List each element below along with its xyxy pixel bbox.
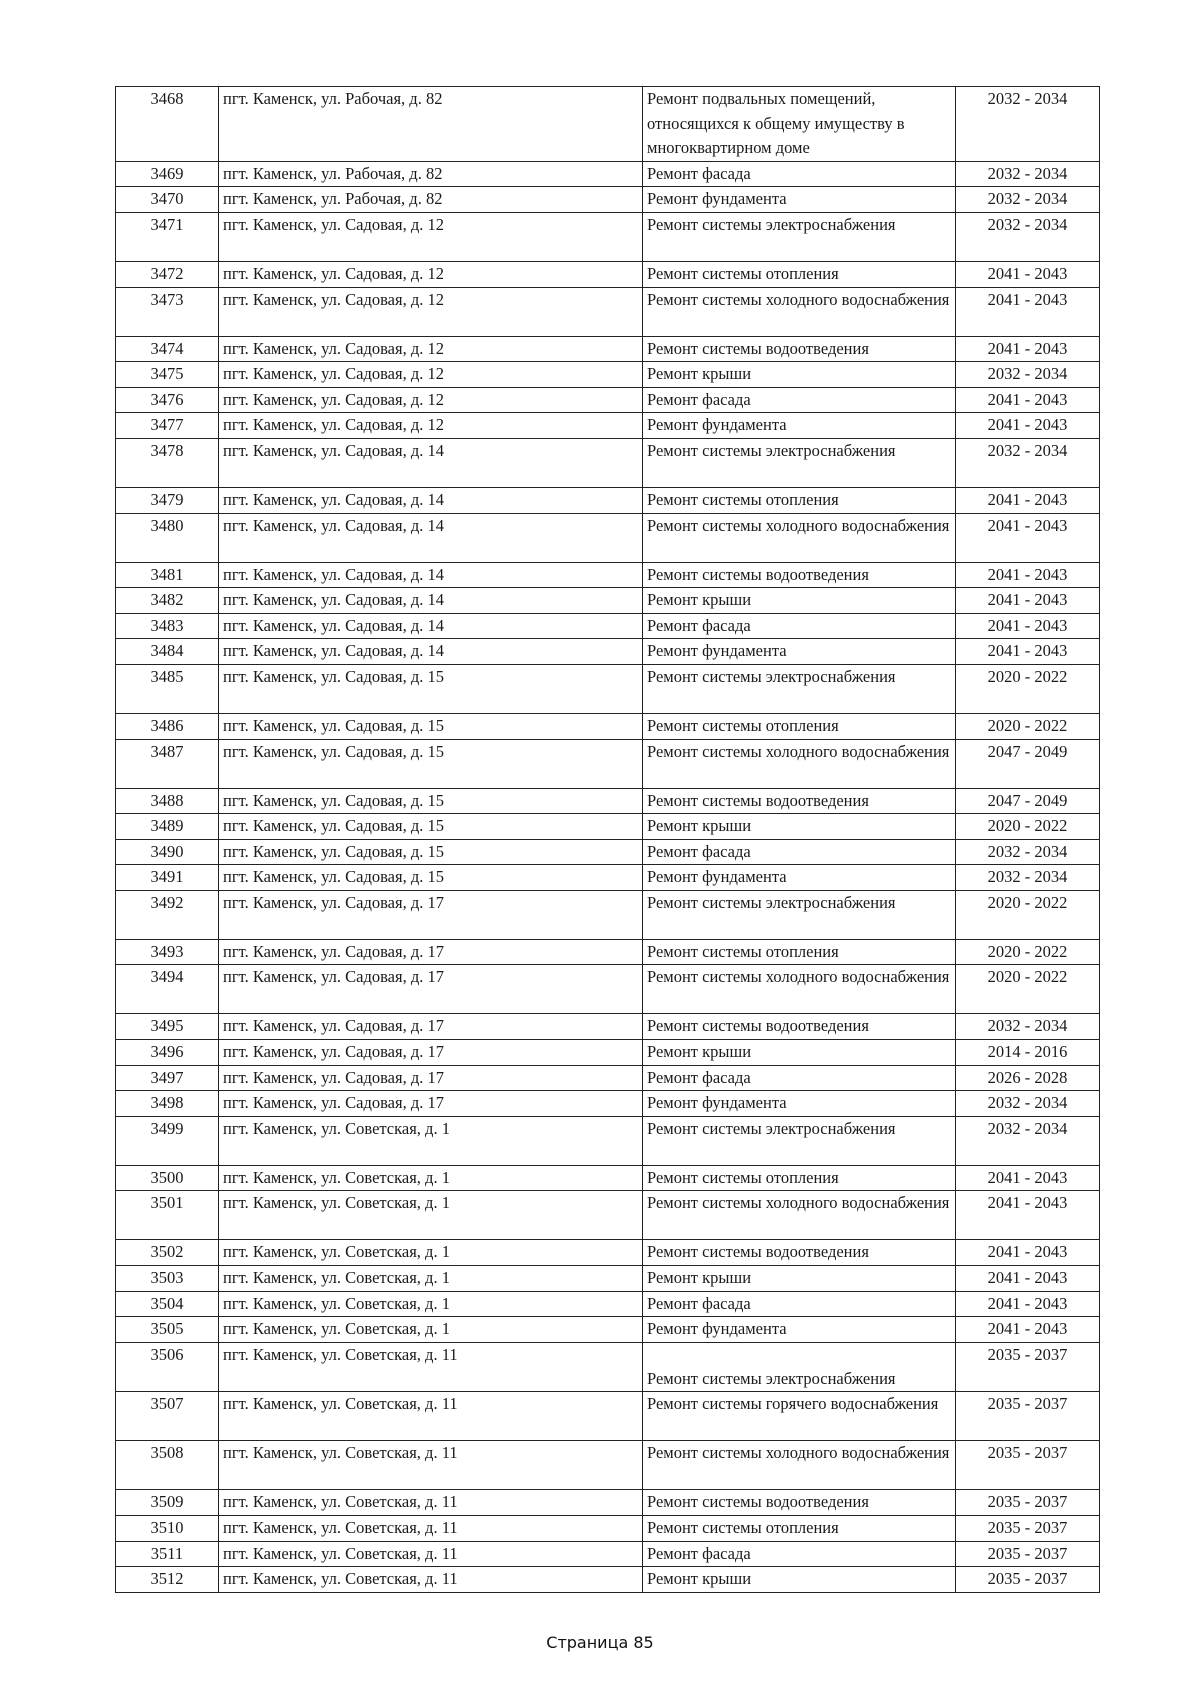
row-work-type: Ремонт системы отопления: [647, 489, 839, 509]
table-row: [116, 562, 1100, 588]
row-address: пгт. Каменск, ул. Советская, д. 11: [223, 1394, 458, 1414]
row-work-type: Ремонт крыши: [647, 590, 752, 610]
row-address: пгт. Каменск, ул. Садовая, д. 14: [223, 615, 444, 635]
row-period: 2032 - 2034: [987, 89, 1068, 108]
row-number: 3469: [150, 163, 184, 183]
table-row: [116, 1392, 1100, 1441]
row-work-type: Ремонт системы водоотведения: [647, 1242, 869, 1262]
row-address: пгт. Каменск, ул. Рабочая, д. 82: [223, 89, 443, 108]
row-work-type: Ремонт системы отопления: [647, 1518, 839, 1537]
table-row: [116, 639, 1100, 665]
row-address: пгт. Каменск, ул. Советская, д. 11: [223, 1344, 458, 1364]
row-number: 3511: [150, 1543, 184, 1563]
row-period: 2032 - 2034: [987, 867, 1068, 887]
row-number: 3489: [150, 816, 184, 836]
row-number: 3507: [150, 1394, 184, 1414]
row-work-type: Ремонт системы водоотведения: [647, 790, 869, 810]
row-address: пгт. Каменск, ул. Садовая, д. 14: [223, 564, 444, 584]
row-number: 3510: [150, 1518, 184, 1537]
row-address: пгт. Каменск, ул. Советская, д. 1: [223, 1193, 450, 1213]
row-work-type: Ремонт системы электроснабжения: [647, 1118, 896, 1138]
row-period: 2041 - 2043: [987, 289, 1068, 309]
table-row: [116, 487, 1100, 513]
row-work-type: Ремонт фундамента: [647, 189, 787, 209]
row-address: пгт. Каменск, ул. Советская, д. 11: [223, 1518, 458, 1537]
page-number: Страница 85: [546, 1633, 654, 1652]
row-period: 2035 - 2037: [987, 1443, 1068, 1463]
row-period: 2032 - 2034: [987, 841, 1068, 861]
row-work-type: Ремонт системы электроснабжения: [647, 892, 896, 912]
row-period: 2035 - 2037: [987, 1569, 1068, 1589]
row-address: пгт. Каменск, ул. Советская, д. 1: [223, 1293, 450, 1313]
row-number: 3509: [150, 1492, 184, 1512]
table-body: [116, 87, 1100, 1593]
row-address: пгт. Каменск, ул. Советская, д. 1: [223, 1167, 450, 1187]
row-number: 3492: [150, 892, 184, 912]
row-period: 2020 - 2022: [987, 715, 1068, 735]
row-period: 2041 - 2043: [987, 515, 1068, 535]
table-row: [116, 939, 1100, 965]
row-number: 3505: [150, 1319, 184, 1339]
table-row: [116, 1240, 1100, 1266]
row-number: 3487: [150, 741, 184, 761]
row-address: пгт. Каменск, ул. Садовая, д. 17: [223, 1042, 444, 1062]
table-row: [116, 1541, 1100, 1567]
table-row: [116, 1317, 1100, 1343]
row-address: пгт. Каменск, ул. Садовая, д. 12: [223, 338, 444, 358]
table-row: [116, 1342, 1100, 1392]
row-period: 2041 - 2043: [987, 415, 1068, 435]
row-period: 2041 - 2043: [987, 641, 1068, 661]
table-row: [116, 212, 1100, 261]
row-number: 3508: [150, 1443, 184, 1463]
table-row: [116, 87, 1100, 162]
table-row: [116, 814, 1100, 840]
row-address: пгт. Каменск, ул. Садовая, д. 15: [223, 666, 444, 686]
table-row: [116, 788, 1100, 814]
row-period: 2032 - 2034: [987, 1016, 1068, 1036]
row-period: 2041 - 2043: [987, 1193, 1068, 1213]
row-work-type: Ремонт системы холодного водоснабжения: [647, 741, 950, 761]
table-row: [116, 1040, 1100, 1066]
row-number: 3468: [150, 89, 184, 108]
row-number: 3482: [150, 590, 184, 610]
row-number: 3481: [150, 564, 184, 584]
row-work-type: Ремонт системы горячего водоснабжения: [647, 1394, 939, 1414]
row-number: 3512: [150, 1569, 184, 1589]
table-row: [116, 438, 1100, 487]
row-work-type: Ремонт фундамента: [647, 415, 787, 435]
row-number: 3472: [150, 263, 184, 283]
table-row: [116, 1266, 1100, 1292]
table-row: [116, 261, 1100, 287]
row-work-type: Ремонт фасада: [647, 163, 751, 183]
row-address: пгт. Каменск, ул. Садовая, д. 17: [223, 967, 444, 987]
row-period: 2041 - 2043: [987, 1293, 1068, 1313]
row-period: 2032 - 2034: [987, 364, 1068, 384]
row-address: пгт. Каменск, ул. Садовая, д. 17: [223, 1093, 444, 1113]
row-number: 3473: [150, 289, 184, 309]
row-period: 2035 - 2037: [987, 1518, 1068, 1537]
row-address: пгт. Каменск, ул. Садовая, д. 12: [223, 389, 444, 409]
row-number: 3495: [150, 1016, 184, 1036]
row-work-type: Ремонт системы холодного водоснабжения: [647, 289, 950, 309]
row-work-type: Ремонт фасада: [647, 1543, 751, 1563]
row-number: 3480: [150, 515, 184, 535]
row-address: пгт. Каменск, ул. Садовая, д. 15: [223, 841, 444, 861]
row-period: 2035 - 2037: [987, 1344, 1068, 1364]
row-work-type: Ремонт системы водоотведения: [647, 564, 869, 584]
row-period: 2026 - 2028: [987, 1067, 1068, 1087]
row-period: 2041 - 2043: [987, 338, 1068, 358]
row-number: 3506: [150, 1344, 184, 1364]
table-row: [116, 387, 1100, 413]
row-work-type: Ремонт системы холодного водоснабжения: [647, 1443, 950, 1463]
row-address: пгт. Каменск, ул. Садовая, д. 17: [223, 892, 444, 912]
row-period: 2020 - 2022: [987, 941, 1068, 961]
table-row: [116, 336, 1100, 362]
row-work-type: Ремонт системы отопления: [647, 263, 839, 283]
row-work-type: Ремонт фасада: [647, 1293, 751, 1313]
table-row: [116, 413, 1100, 439]
row-work-type: Ремонт фундамента: [647, 1093, 787, 1113]
row-number: 3485: [150, 666, 184, 686]
table-row: [116, 1165, 1100, 1191]
table-row: [116, 1065, 1100, 1091]
row-number: 3496: [150, 1042, 184, 1062]
row-address: пгт. Каменск, ул. Садовая, д. 14: [223, 641, 444, 661]
row-work-type: Ремонт крыши: [647, 1569, 752, 1589]
row-period: 2014 - 2016: [987, 1042, 1068, 1062]
row-address: пгт. Каменск, ул. Садовая, д. 14: [223, 590, 444, 610]
row-work-type: Ремонт системы водоотведения: [647, 1016, 869, 1036]
row-address: пгт. Каменск, ул. Рабочая, д. 82: [223, 163, 443, 183]
table-row: [116, 965, 1100, 1014]
row-period: 2041 - 2043: [987, 489, 1068, 509]
row-number: 3477: [150, 415, 184, 435]
row-address: пгт. Каменск, ул. Советская, д. 11: [223, 1443, 458, 1463]
row-address: пгт. Каменск, ул. Садовая, д. 17: [223, 1067, 444, 1087]
row-address: пгт. Каменск, ул. Советская, д. 1: [223, 1319, 450, 1339]
row-number: 3476: [150, 389, 184, 409]
row-address: пгт. Каменск, ул. Советская, д. 1: [223, 1268, 450, 1288]
row-number: 3478: [150, 440, 184, 460]
row-address: пгт. Каменск, ул. Садовая, д. 12: [223, 364, 444, 384]
row-work-type: Ремонт фасада: [647, 1067, 751, 1087]
row-address: пгт. Каменск, ул. Садовая, д. 15: [223, 867, 444, 887]
row-work-type: Ремонт фасада: [647, 841, 751, 861]
row-period: 2020 - 2022: [987, 666, 1068, 686]
row-work-type: Ремонт системы холодного водоснабжения: [647, 515, 950, 535]
row-number: 3484: [150, 641, 184, 661]
row-number: 3499: [150, 1118, 184, 1138]
row-period: 2041 - 2043: [987, 615, 1068, 635]
row-address: пгт. Каменск, ул. Советская, д. 1: [223, 1242, 450, 1262]
table-row: [116, 1567, 1100, 1593]
row-address: пгт. Каменск, ул. Советская, д. 11: [223, 1492, 458, 1512]
row-address: пгт. Каменск, ул. Садовая, д. 14: [223, 515, 444, 535]
table-row: [116, 890, 1100, 939]
row-address: пгт. Каменск, ул. Садовая, д. 15: [223, 816, 444, 836]
row-number: 3503: [150, 1268, 184, 1288]
row-work-type: Ремонт крыши: [647, 364, 752, 384]
row-work-type: Ремонт системы отопления: [647, 715, 839, 735]
row-period: 2041 - 2043: [987, 1242, 1068, 1262]
row-period: 2032 - 2034: [987, 1118, 1068, 1138]
row-work-type: Ремонт крыши: [647, 1042, 752, 1062]
row-work-type: Ремонт крыши: [647, 1268, 752, 1288]
row-number: 3498: [150, 1093, 184, 1113]
row-number: 3493: [150, 941, 184, 961]
row-address: пгт. Каменск, ул. Садовая, д. 17: [223, 1016, 444, 1036]
table-row: [116, 513, 1100, 562]
row-address: пгт. Каменск, ул. Садовая, д. 12: [223, 415, 444, 435]
row-work-type: Ремонт подвальных помещений, относящихся к общему имуществу в многоквартирном доме: [647, 89, 905, 158]
row-number: 3475: [150, 364, 184, 384]
row-number: 3501: [150, 1193, 184, 1213]
row-number: 3483: [150, 615, 184, 635]
row-period: 2041 - 2043: [987, 1319, 1068, 1339]
row-work-type: Ремонт системы водоотведения: [647, 338, 869, 358]
row-number: 3500: [150, 1167, 184, 1187]
row-period: 2032 - 2034: [987, 189, 1068, 209]
table-row: [116, 588, 1100, 614]
row-period: 2035 - 2037: [987, 1492, 1068, 1512]
row-period: 2041 - 2043: [987, 590, 1068, 610]
table-row: [116, 362, 1100, 388]
table-row: [116, 187, 1100, 213]
row-address: пгт. Каменск, ул. Советская, д. 11: [223, 1569, 458, 1589]
table-row: [116, 1091, 1100, 1117]
row-number: 3474: [150, 338, 184, 358]
table-row: [116, 1291, 1100, 1317]
table-row: [116, 287, 1100, 336]
table-row: [116, 1014, 1100, 1040]
row-period: 2041 - 2043: [987, 1268, 1068, 1288]
row-period: 2020 - 2022: [987, 816, 1068, 836]
row-number: 3491: [150, 867, 184, 887]
row-work-type: Ремонт системы холодного водоснабжения: [647, 967, 950, 987]
row-work-type: Ремонт системы отопления: [647, 941, 839, 961]
row-period: 2041 - 2043: [987, 1167, 1068, 1187]
row-address: пгт. Каменск, ул. Садовая, д. 12: [223, 214, 444, 234]
row-work-type: Ремонт системы электроснабжения: [647, 1368, 896, 1388]
row-address: пгт. Каменск, ул. Советская, д. 1: [223, 1118, 450, 1138]
repair-schedule-table: [115, 86, 1100, 1593]
row-period: 2032 - 2034: [987, 440, 1068, 460]
row-period: 2047 - 2049: [987, 741, 1068, 761]
row-period: 2032 - 2034: [987, 163, 1068, 183]
row-period: 2032 - 2034: [987, 214, 1068, 234]
row-address: пгт. Каменск, ул. Садовая, д. 12: [223, 263, 444, 283]
row-period: 2035 - 2037: [987, 1543, 1068, 1563]
table-row: [116, 161, 1100, 187]
row-work-type: Ремонт системы водоотведения: [647, 1492, 869, 1512]
row-period: 2041 - 2043: [987, 564, 1068, 584]
row-period: 2020 - 2022: [987, 967, 1068, 987]
table-row: [116, 664, 1100, 713]
row-period: 2020 - 2022: [987, 892, 1068, 912]
row-work-type: Ремонт крыши: [647, 816, 752, 836]
row-work-type: Ремонт фасада: [647, 389, 751, 409]
row-period: 2041 - 2043: [987, 389, 1068, 409]
row-number: 3497: [150, 1067, 184, 1087]
row-number: 3470: [150, 189, 184, 209]
row-number: 3486: [150, 715, 184, 735]
row-number: 3502: [150, 1242, 184, 1262]
row-address: пгт. Каменск, ул. Садовая, д. 15: [223, 715, 444, 735]
row-period: 2035 - 2037: [987, 1394, 1068, 1414]
row-number: 3488: [150, 790, 184, 810]
table-row: [116, 739, 1100, 788]
row-address: пгт. Каменск, ул. Садовая, д. 12: [223, 289, 444, 309]
row-work-type: Ремонт фасада: [647, 615, 751, 635]
table-row: [116, 613, 1100, 639]
row-address: пгт. Каменск, ул. Садовая, д. 15: [223, 790, 444, 810]
row-work-type: Ремонт фундамента: [647, 1319, 787, 1339]
row-number: 3479: [150, 489, 184, 509]
row-work-type: Ремонт системы электроснабжения: [647, 440, 896, 460]
table-row: [116, 1490, 1100, 1516]
row-address: пгт. Каменск, ул. Садовая, д. 14: [223, 489, 444, 509]
row-number: 3504: [150, 1293, 184, 1313]
table-row: [116, 839, 1100, 865]
row-address: пгт. Каменск, ул. Садовая, д. 14: [223, 440, 444, 460]
row-work-type: Ремонт фундамента: [647, 867, 787, 887]
row-work-type: Ремонт системы отопления: [647, 1167, 839, 1187]
table-row: [116, 713, 1100, 739]
table-row: [116, 1191, 1100, 1240]
row-period: 2041 - 2043: [987, 263, 1068, 283]
row-period: 2032 - 2034: [987, 1093, 1068, 1113]
row-period: 2047 - 2049: [987, 790, 1068, 810]
row-address: пгт. Каменск, ул. Рабочая, д. 82: [223, 189, 443, 209]
row-work-type: Ремонт системы электроснабжения: [647, 214, 896, 234]
row-work-type: Ремонт системы электроснабжения: [647, 666, 896, 686]
row-number: 3490: [150, 841, 184, 861]
row-address: пгт. Каменск, ул. Садовая, д. 17: [223, 941, 444, 961]
table-row: [116, 865, 1100, 891]
row-number: 3494: [150, 967, 184, 987]
row-address: пгт. Каменск, ул. Советская, д. 11: [223, 1543, 458, 1563]
table-row: [116, 1116, 1100, 1165]
row-address: пгт. Каменск, ул. Садовая, д. 15: [223, 741, 444, 761]
row-number: 3471: [150, 214, 184, 234]
row-work-type: Ремонт фундамента: [647, 641, 787, 661]
table-row: [116, 1516, 1100, 1542]
row-work-type: Ремонт системы холодного водоснабжения: [647, 1193, 950, 1213]
table-row: [116, 1441, 1100, 1490]
